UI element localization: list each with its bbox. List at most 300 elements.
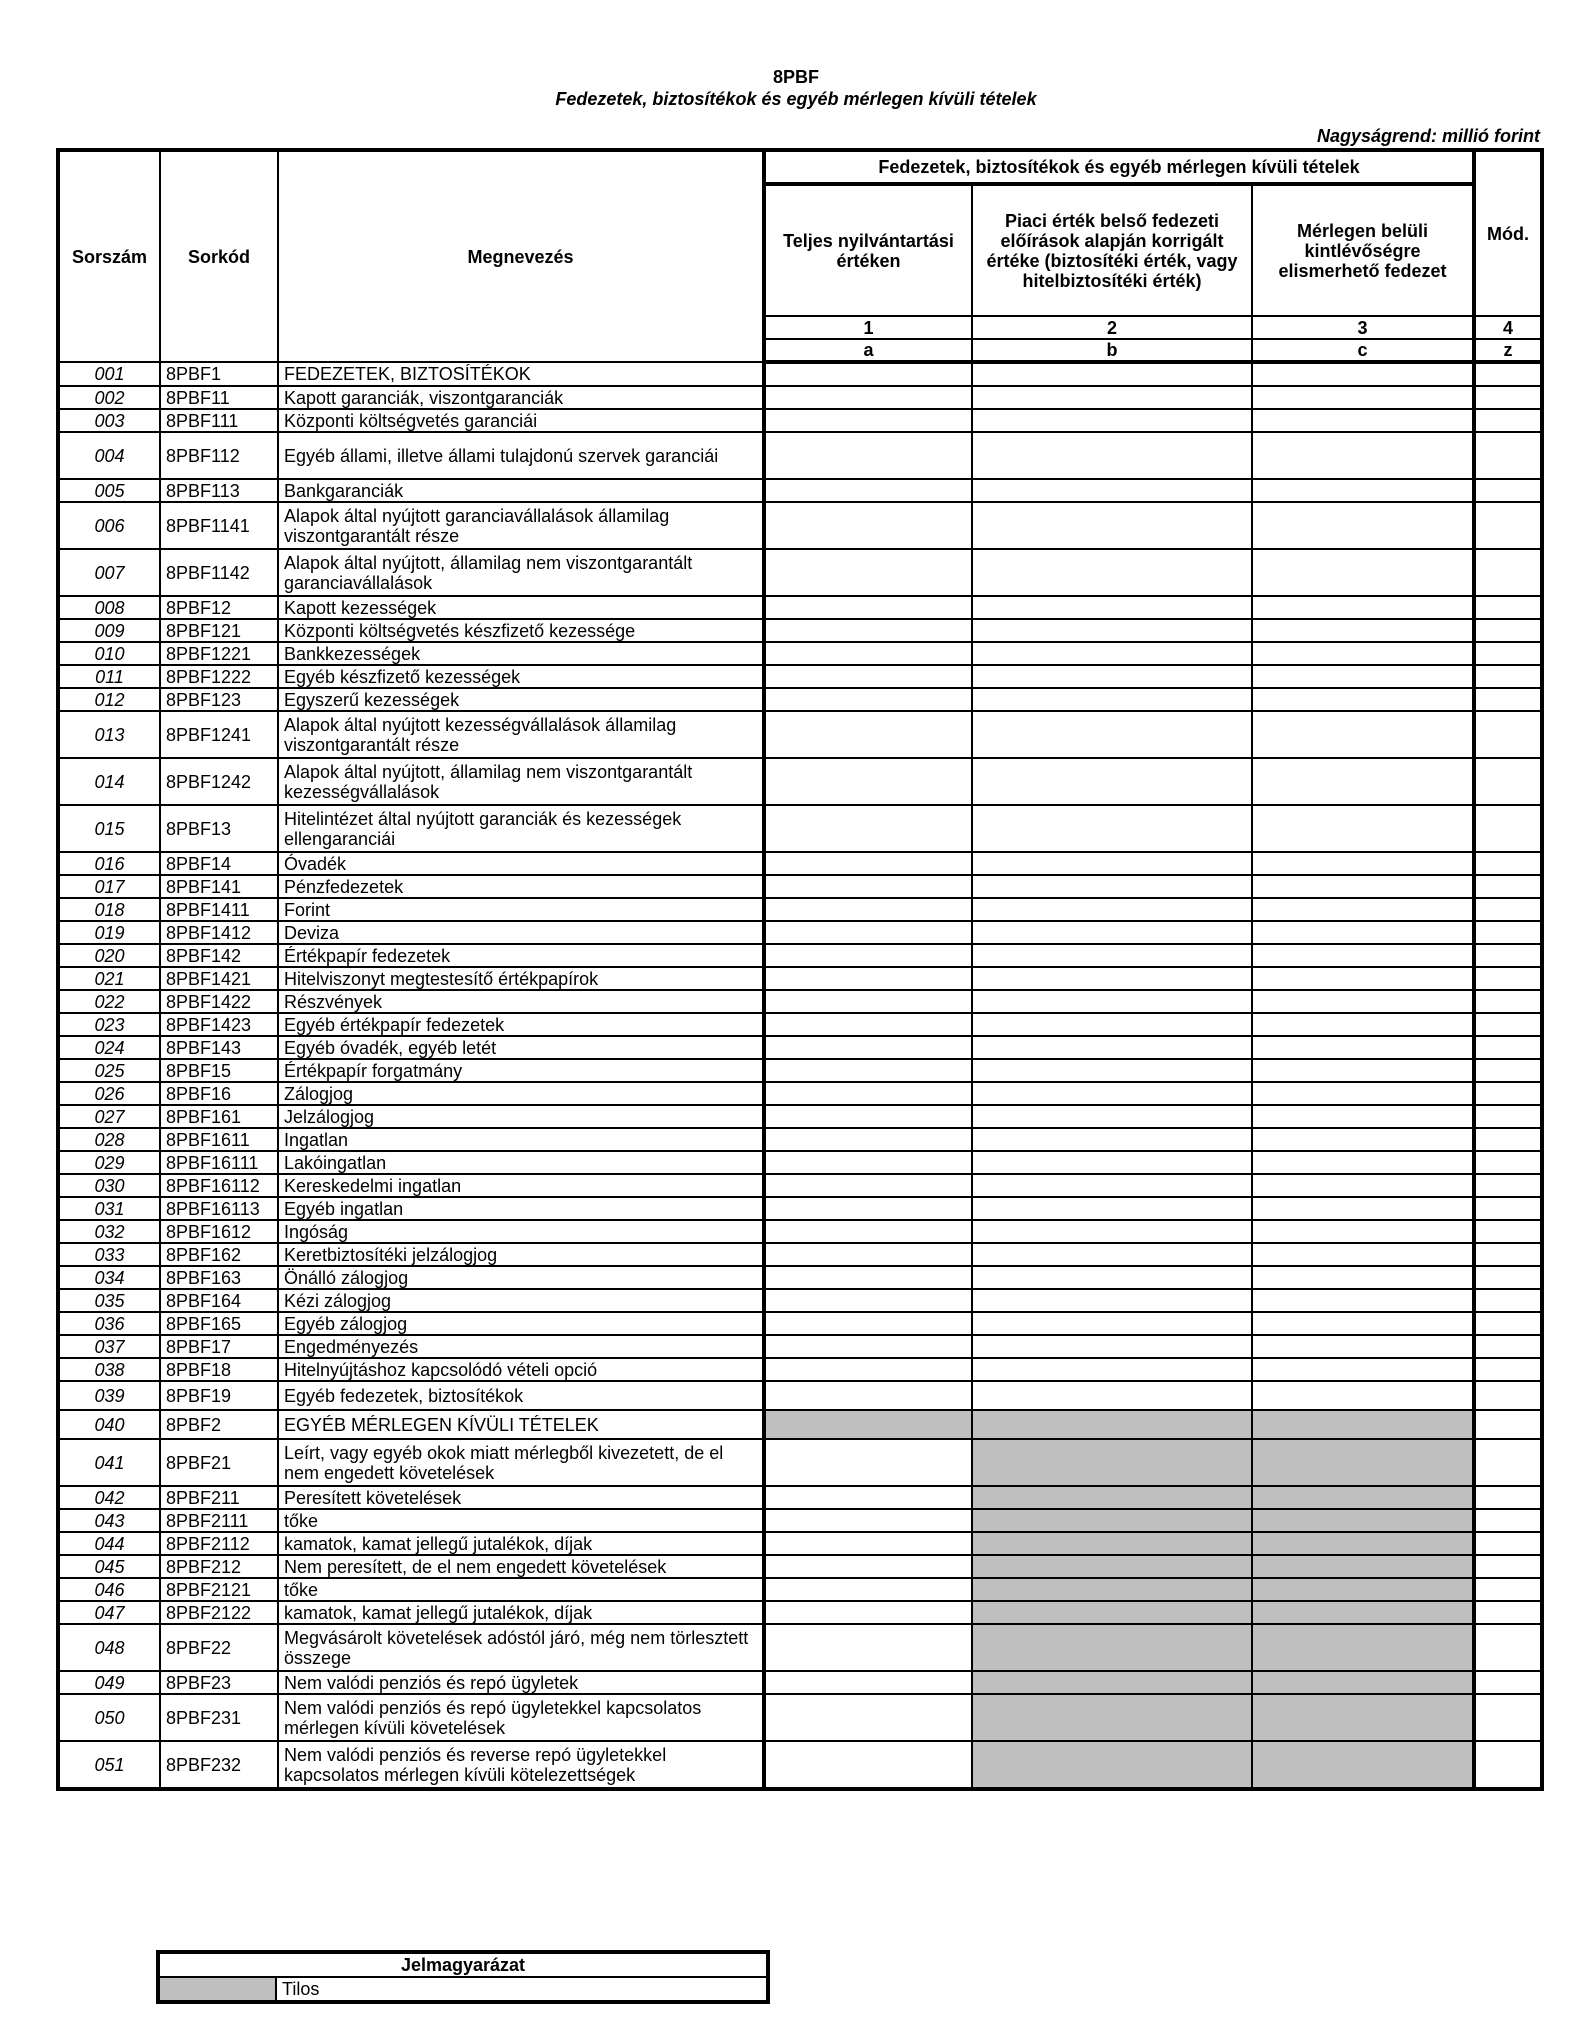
cell-z[interactable] <box>1474 1059 1542 1082</box>
cell-z[interactable] <box>1474 1082 1542 1105</box>
table-row <box>58 1220 1542 1243</box>
cell-c[interactable] <box>1252 479 1474 502</box>
table-row <box>58 1266 1542 1289</box>
cell-c[interactable] <box>1252 596 1474 619</box>
cell-z[interactable] <box>1474 549 1542 596</box>
row-number: 047 <box>58 1601 160 1624</box>
cell-b[interactable] <box>972 1151 1252 1174</box>
row-name: Központi költségvetés garanciái <box>278 409 764 432</box>
cell-z[interactable] <box>1474 386 1542 409</box>
row-name: Leírt, vagy egyéb okok miatt mérlegből kivezetett, de el nem engedett követelések <box>278 1439 764 1486</box>
table-row <box>58 944 1542 967</box>
cell-c[interactable] <box>1252 1243 1474 1266</box>
cell-a[interactable] <box>764 1601 972 1624</box>
cell-a[interactable] <box>764 688 972 711</box>
cell-z[interactable] <box>1474 1509 1542 1532</box>
cell-a[interactable] <box>764 875 972 898</box>
row-code: 8PBF112 <box>160 432 278 479</box>
table-row <box>58 1410 1542 1439</box>
col-num-4: 4 <box>1474 316 1542 339</box>
cell-c[interactable] <box>1252 1358 1474 1381</box>
cell-c[interactable] <box>1252 1197 1474 1220</box>
cell-z[interactable] <box>1474 1358 1542 1381</box>
cell-c[interactable] <box>1252 1082 1474 1105</box>
cell-a[interactable] <box>764 1197 972 1220</box>
cell-a[interactable] <box>764 1151 972 1174</box>
table-row <box>58 386 1542 409</box>
cell-a[interactable] <box>764 432 972 479</box>
cell-z[interactable] <box>1474 409 1542 432</box>
cell-c[interactable] <box>1252 1335 1474 1358</box>
cell-z[interactable] <box>1474 362 1542 386</box>
cell-b[interactable] <box>972 1036 1252 1059</box>
cell-z[interactable] <box>1474 1312 1542 1335</box>
cell-c[interactable] <box>1252 1036 1474 1059</box>
cell-z[interactable] <box>1474 1013 1542 1036</box>
cell-b[interactable] <box>972 1266 1252 1289</box>
row-number: 045 <box>58 1555 160 1578</box>
cell-c[interactable] <box>1252 1174 1474 1197</box>
cell-b[interactable] <box>972 1174 1252 1197</box>
cell-a[interactable] <box>764 1335 972 1358</box>
cell-c[interactable] <box>1252 549 1474 596</box>
row-code: 8PBF142 <box>160 944 278 967</box>
cell-c[interactable] <box>1252 619 1474 642</box>
cell-b[interactable] <box>972 1082 1252 1105</box>
cell-b <box>972 1532 1252 1555</box>
cell-a[interactable] <box>764 1741 972 1789</box>
cell-z[interactable] <box>1474 1381 1542 1410</box>
row-name: Alapok által nyújtott garanciavállalások államilag viszontgarantált része <box>278 502 764 549</box>
cell-z[interactable] <box>1474 665 1542 688</box>
row-number: 026 <box>58 1082 160 1105</box>
cell-z[interactable] <box>1474 852 1542 875</box>
row-name: Kapott kezességek <box>278 596 764 619</box>
row-code: 8PBF14 <box>160 852 278 875</box>
cell-c[interactable] <box>1252 642 1474 665</box>
row-code: 8PBF1422 <box>160 990 278 1013</box>
cell-a[interactable] <box>764 1671 972 1694</box>
cell-b[interactable] <box>972 432 1252 479</box>
row-number: 036 <box>58 1312 160 1335</box>
table-row <box>58 549 1542 596</box>
cell-z[interactable] <box>1474 1036 1542 1059</box>
cell-b[interactable] <box>972 711 1252 758</box>
row-number: 044 <box>58 1532 160 1555</box>
cell-b[interactable] <box>972 1358 1252 1381</box>
cell-z[interactable] <box>1474 898 1542 921</box>
cell-b <box>972 1578 1252 1601</box>
cell-c[interactable] <box>1252 1220 1474 1243</box>
row-code: 8PBF21 <box>160 1439 278 1486</box>
row-code: 8PBF1411 <box>160 898 278 921</box>
cell-a[interactable] <box>764 852 972 875</box>
cell-a[interactable] <box>764 1358 972 1381</box>
row-number: 038 <box>58 1358 160 1381</box>
row-code: 8PBF211 <box>160 1486 278 1509</box>
cell-z[interactable] <box>1474 1624 1542 1671</box>
cell-c[interactable] <box>1252 852 1474 875</box>
cell-a[interactable] <box>764 1532 972 1555</box>
row-number: 014 <box>58 758 160 805</box>
cell-b[interactable] <box>972 1197 1252 1220</box>
table-row <box>58 1532 1542 1555</box>
table-row <box>58 1439 1542 1486</box>
cell-z[interactable] <box>1474 1601 1542 1624</box>
cell-a[interactable] <box>764 1578 972 1601</box>
table-row <box>58 619 1542 642</box>
cell-z[interactable] <box>1474 1105 1542 1128</box>
cell-b[interactable] <box>972 409 1252 432</box>
cell-a[interactable] <box>764 409 972 432</box>
cell-z[interactable] <box>1474 1151 1542 1174</box>
col-letter-b: b <box>972 339 1252 362</box>
cell-b[interactable] <box>972 688 1252 711</box>
cell-z[interactable] <box>1474 805 1542 852</box>
cell-b[interactable] <box>972 619 1252 642</box>
cell-z[interactable] <box>1474 1439 1542 1486</box>
row-number: 022 <box>58 990 160 1013</box>
row-code: 8PBF1241 <box>160 711 278 758</box>
cell-a[interactable] <box>764 642 972 665</box>
cell-c[interactable] <box>1252 386 1474 409</box>
cell-c[interactable] <box>1252 502 1474 549</box>
row-code: 8PBF2 <box>160 1410 278 1439</box>
cell-z[interactable] <box>1474 1289 1542 1312</box>
table-row <box>58 1059 1542 1082</box>
cell-b <box>972 1624 1252 1671</box>
cell-z[interactable] <box>1474 1266 1542 1289</box>
cell-c <box>1252 1509 1474 1532</box>
legend-title: Jelmagyarázat <box>158 1952 768 1977</box>
cell-z[interactable] <box>1474 1197 1542 1220</box>
cell-z[interactable] <box>1474 1128 1542 1151</box>
table-row <box>58 852 1542 875</box>
row-number: 015 <box>58 805 160 852</box>
cell-z[interactable] <box>1474 1410 1542 1439</box>
row-code: 8PBF1221 <box>160 642 278 665</box>
cell-c[interactable] <box>1252 990 1474 1013</box>
row-code: 8PBF141 <box>160 875 278 898</box>
cell-z[interactable] <box>1474 1578 1542 1601</box>
cell-z[interactable] <box>1474 1532 1542 1555</box>
cell-z[interactable] <box>1474 596 1542 619</box>
cell-b[interactable] <box>972 386 1252 409</box>
cell-a[interactable] <box>764 1082 972 1105</box>
cell-b[interactable] <box>972 1289 1252 1312</box>
cell-a[interactable] <box>764 1555 972 1578</box>
cell-a[interactable] <box>764 1105 972 1128</box>
cell-a[interactable] <box>764 1439 972 1486</box>
cell-c[interactable] <box>1252 967 1474 990</box>
row-name: Jelzálogjog <box>278 1105 764 1128</box>
cell-b[interactable] <box>972 502 1252 549</box>
cell-b[interactable] <box>972 1105 1252 1128</box>
cell-c[interactable] <box>1252 805 1474 852</box>
row-number: 009 <box>58 619 160 642</box>
cell-a[interactable] <box>764 967 972 990</box>
row-name: Pénzfedezetek <box>278 875 764 898</box>
row-name: Engedményezés <box>278 1335 764 1358</box>
cell-z[interactable] <box>1474 642 1542 665</box>
row-name: Zálogjog <box>278 1082 764 1105</box>
cell-b <box>972 1601 1252 1624</box>
row-code: 8PBF2111 <box>160 1509 278 1532</box>
cell-c[interactable] <box>1252 1013 1474 1036</box>
cell-z[interactable] <box>1474 1555 1542 1578</box>
cell-z[interactable] <box>1474 1220 1542 1243</box>
row-code: 8PBF1141 <box>160 502 278 549</box>
col-num-1: 1 <box>764 316 972 339</box>
cell-a[interactable] <box>764 1312 972 1335</box>
cell-a[interactable] <box>764 1243 972 1266</box>
row-number: 023 <box>58 1013 160 1036</box>
row-name: Bankgaranciák <box>278 479 764 502</box>
group-header: Fedezetek, biztosítékok és egyéb mérlegen kívüli tételek <box>764 150 1474 184</box>
row-name: Nem peresített, de el nem engedett követelések <box>278 1555 764 1578</box>
cell-a[interactable] <box>764 1220 972 1243</box>
cell-a[interactable] <box>764 1266 972 1289</box>
row-name: tőke <box>278 1578 764 1601</box>
row-number: 008 <box>58 596 160 619</box>
cell-a[interactable] <box>764 1381 972 1410</box>
cell-z[interactable] <box>1474 967 1542 990</box>
title-block <box>0 66 1592 110</box>
cell-a[interactable] <box>764 502 972 549</box>
cell-a[interactable] <box>764 1486 972 1509</box>
cell-a[interactable] <box>764 921 972 944</box>
row-code: 8PBF165 <box>160 1312 278 1335</box>
cell-c[interactable] <box>1252 1151 1474 1174</box>
cell-a[interactable] <box>764 758 972 805</box>
cell-b[interactable] <box>972 758 1252 805</box>
cell-c[interactable] <box>1252 1059 1474 1082</box>
cell-z[interactable] <box>1474 875 1542 898</box>
cell-b[interactable] <box>972 805 1252 852</box>
table-row <box>58 1174 1542 1197</box>
cell-a[interactable] <box>764 1128 972 1151</box>
cell-a[interactable] <box>764 596 972 619</box>
cell-b[interactable] <box>972 1013 1252 1036</box>
cell-a[interactable] <box>764 386 972 409</box>
row-code: 8PBF2112 <box>160 1532 278 1555</box>
row-code: 8PBF16111 <box>160 1151 278 1174</box>
row-name: Egyéb készfizető kezességek <box>278 665 764 688</box>
table-row <box>58 1671 1542 1694</box>
cell-b[interactable] <box>972 1312 1252 1335</box>
row-number: 030 <box>58 1174 160 1197</box>
cell-c <box>1252 1671 1474 1694</box>
cell-b[interactable] <box>972 596 1252 619</box>
row-number: 012 <box>58 688 160 711</box>
cell-c[interactable] <box>1252 688 1474 711</box>
cell-a[interactable] <box>764 1624 972 1671</box>
row-number: 033 <box>58 1243 160 1266</box>
row-name: Központi költségvetés készfizető kezessége <box>278 619 764 642</box>
cell-z[interactable] <box>1474 990 1542 1013</box>
table-row <box>58 967 1542 990</box>
cell-a[interactable] <box>764 549 972 596</box>
row-name: Forint <box>278 898 764 921</box>
cell-b[interactable] <box>972 1243 1252 1266</box>
row-name: Egyéb zálogjog <box>278 1312 764 1335</box>
row-number: 051 <box>58 1741 160 1789</box>
table-row <box>58 642 1542 665</box>
cell-z[interactable] <box>1474 758 1542 805</box>
cell-a[interactable] <box>764 1059 972 1082</box>
row-code: 8PBF16 <box>160 1082 278 1105</box>
row-name: Nem valódi penziós és reverse repó ügyletekkel kapcsolatos mérlegen kívüli kötelezettségek <box>278 1741 764 1789</box>
cell-b[interactable] <box>972 1381 1252 1410</box>
row-code: 8PBF17 <box>160 1335 278 1358</box>
cell-c[interactable] <box>1252 758 1474 805</box>
cell-c <box>1252 1741 1474 1789</box>
row-code: 8PBF19 <box>160 1381 278 1410</box>
table-row <box>58 665 1542 688</box>
cell-c[interactable] <box>1252 921 1474 944</box>
table-row <box>58 758 1542 805</box>
cell-a[interactable] <box>764 362 972 386</box>
row-code: 8PBF1611 <box>160 1128 278 1151</box>
cell-a[interactable] <box>764 1289 972 1312</box>
cell-b[interactable] <box>972 875 1252 898</box>
cell-b[interactable] <box>972 990 1252 1013</box>
cell-c[interactable] <box>1252 1128 1474 1151</box>
cell-c[interactable] <box>1252 362 1474 386</box>
cell-a[interactable] <box>764 944 972 967</box>
cell-b[interactable] <box>972 852 1252 875</box>
cell-z[interactable] <box>1474 502 1542 549</box>
cell-b[interactable] <box>972 665 1252 688</box>
row-code: 8PBF1222 <box>160 665 278 688</box>
cell-c[interactable] <box>1252 1105 1474 1128</box>
cell-c[interactable] <box>1252 944 1474 967</box>
row-code: 8PBF1242 <box>160 758 278 805</box>
cell-a[interactable] <box>764 1174 972 1197</box>
cell-c[interactable] <box>1252 875 1474 898</box>
cell-b[interactable] <box>972 642 1252 665</box>
row-number: 049 <box>58 1671 160 1694</box>
cell-b[interactable] <box>972 549 1252 596</box>
row-number: 001 <box>58 362 160 386</box>
cell-b <box>972 1509 1252 1532</box>
cell-c[interactable] <box>1252 409 1474 432</box>
cell-z[interactable] <box>1474 1243 1542 1266</box>
col-header-2: Piaci érték belső fedezeti előírások alapján korrigált értéke (biztosítéki érték, vagy hitelbiztosítéki érték) <box>972 184 1252 316</box>
cell-c[interactable] <box>1252 665 1474 688</box>
cell-z[interactable] <box>1474 1335 1542 1358</box>
table-row <box>58 688 1542 711</box>
cell-b[interactable] <box>972 479 1252 502</box>
cell-c[interactable] <box>1252 898 1474 921</box>
row-code: 8PBF11 <box>160 386 278 409</box>
cell-z[interactable] <box>1474 1741 1542 1789</box>
row-code: 8PBF12 <box>160 596 278 619</box>
cell-z[interactable] <box>1474 1671 1542 1694</box>
cell-b[interactable] <box>972 944 1252 967</box>
table-row <box>58 990 1542 1013</box>
cell-b[interactable] <box>972 898 1252 921</box>
cell-a[interactable] <box>764 1694 972 1741</box>
cell-z[interactable] <box>1474 944 1542 967</box>
row-number: 017 <box>58 875 160 898</box>
cell-z[interactable] <box>1474 711 1542 758</box>
cell-c[interactable] <box>1252 432 1474 479</box>
cell-a[interactable] <box>764 711 972 758</box>
cell-z[interactable] <box>1474 619 1542 642</box>
cell-b[interactable] <box>972 362 1252 386</box>
row-number: 034 <box>58 1266 160 1289</box>
table-row <box>58 1741 1542 1789</box>
cell-a[interactable] <box>764 990 972 1013</box>
row-name: Alapok által nyújtott, államilag nem viszontgarantált kezességvállalások <box>278 758 764 805</box>
cell-c[interactable] <box>1252 1312 1474 1335</box>
table-row <box>58 1624 1542 1671</box>
unit-label: Nagyságrend: millió forint <box>1316 126 1540 146</box>
cell-b[interactable] <box>972 1220 1252 1243</box>
cell-c <box>1252 1578 1474 1601</box>
row-code: 8PBF16112 <box>160 1174 278 1197</box>
cell-a[interactable] <box>764 619 972 642</box>
row-number: 018 <box>58 898 160 921</box>
cell-z[interactable] <box>1474 688 1542 711</box>
row-number: 039 <box>58 1381 160 1410</box>
table-body <box>58 150 1542 1789</box>
cell-z[interactable] <box>1474 1174 1542 1197</box>
col-header-sorkod: Sorkód <box>160 150 278 362</box>
cell-a[interactable] <box>764 805 972 852</box>
row-code: 8PBF2121 <box>160 1578 278 1601</box>
cell-b <box>972 1439 1252 1486</box>
cell-a[interactable] <box>764 898 972 921</box>
row-number: 050 <box>58 1694 160 1741</box>
table-row <box>58 1486 1542 1509</box>
row-name: Egyéb óvadék, egyéb letét <box>278 1036 764 1059</box>
cell-a[interactable] <box>764 665 972 688</box>
row-name: Ingatlan <box>278 1128 764 1151</box>
table-row <box>58 1578 1542 1601</box>
table-row <box>58 1381 1542 1410</box>
cell-b[interactable] <box>972 1059 1252 1082</box>
cell-b[interactable] <box>972 1128 1252 1151</box>
cell-z[interactable] <box>1474 1694 1542 1741</box>
cell-z[interactable] <box>1474 1486 1542 1509</box>
row-code: 8PBF113 <box>160 479 278 502</box>
row-code: 8PBF23 <box>160 1671 278 1694</box>
cell-c[interactable] <box>1252 1381 1474 1410</box>
cell-c[interactable] <box>1252 711 1474 758</box>
col-letter-c: c <box>1252 339 1474 362</box>
cell-a[interactable] <box>764 1509 972 1532</box>
cell-z[interactable] <box>1474 921 1542 944</box>
cell-c[interactable] <box>1252 1289 1474 1312</box>
cell-c[interactable] <box>1252 1266 1474 1289</box>
col-num-3: 3 <box>1252 316 1474 339</box>
row-code: 8PBF16113 <box>160 1197 278 1220</box>
cell-z[interactable] <box>1474 432 1542 479</box>
row-number: 006 <box>58 502 160 549</box>
cell-a[interactable] <box>764 1013 972 1036</box>
cell-z[interactable] <box>1474 479 1542 502</box>
row-name: Egyéb értékpapír fedezetek <box>278 1013 764 1036</box>
row-code: 8PBF121 <box>160 619 278 642</box>
cell-a[interactable] <box>764 1036 972 1059</box>
cell-b[interactable] <box>972 967 1252 990</box>
row-code: 8PBF123 <box>160 688 278 711</box>
cell-a[interactable] <box>764 479 972 502</box>
cell-b[interactable] <box>972 1335 1252 1358</box>
cell-b[interactable] <box>972 921 1252 944</box>
